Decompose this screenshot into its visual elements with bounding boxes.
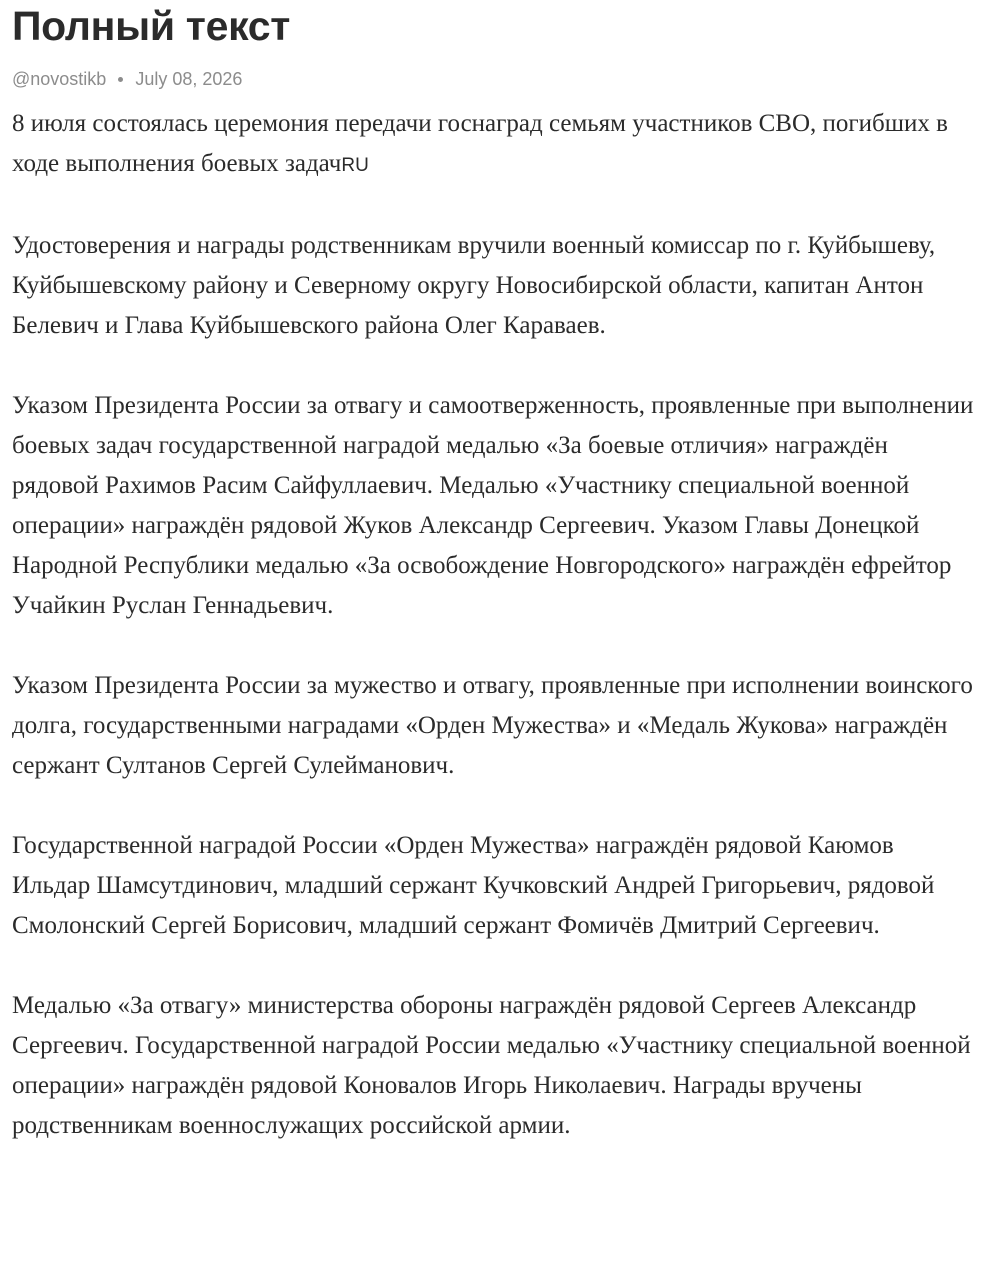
paragraph: Указом Президента России за отвагу и самоотверженность, проявленные при выполнении боевых задач государственной наградой медалью «За боевые отличия» награждён рядовой Рахимов Расим Сайфуллаевич. Медалью «Участнику специальной военной операции» награждён рядовой Жуков Александр Сергеевич. Указом Главы Донецкой Народной Республики медалью «За освобождение Новгородского» награждён ефрейтор Учайкин Руслан Геннадьевич. <box>12 392 974 619</box>
paragraph: Удостоверения и награды родственникам вручили военный комиссар по г. Куйбышеву, Куйбышевскому району и Северному округу Новосибирской области, капитан Антон Белевич и Глава Куйбышевского района Олег Караваев. <box>12 232 936 339</box>
author-handle[interactable]: @novostikb <box>12 69 107 89</box>
page-title: Полный текст <box>12 3 291 49</box>
article-body <box>12 104 977 1146</box>
paragraph: Государственной наградой России «Орден Мужества» награждён рядовой Каюмов Ильдар Шамсутдинович, младший сержант Кучковский Андрей Григорьевич, рядовой Смолонский Сергей Борисович, младший сержант Фомичёв Дмитрий Сергеевич. <box>12 832 935 939</box>
article <box>12 0 977 1146</box>
paragraph-text: 8 июля состоялась церемония передачи госнаград семьям участников СВО, погибших в ходе выполнения боевых задач <box>12 110 948 177</box>
paragraph <box>12 104 977 186</box>
separator-dot-icon <box>118 77 123 82</box>
paragraph: Медалью «За отвагу» министерства обороны награждён рядовой Сергеев Александр Сергеевич. Государственной наградой России медалью «Участнику специальной военной операции» награждён рядовой Коновалов Игорь Николаевич. Награды вручены родственникам военнослужащих российской армии. <box>12 992 971 1139</box>
article-meta <box>12 68 977 90</box>
ru-tag: RU <box>341 155 369 176</box>
publish-date: July 08, 2026 <box>135 69 243 89</box>
paragraph: Указом Президента России за мужество и отвагу, проявленные при исполнении воинского долга, государственными наградами «Орден Мужества» и «Медаль Жукова» награждён сержант Султанов Сергей Сулейманович. <box>12 672 973 779</box>
